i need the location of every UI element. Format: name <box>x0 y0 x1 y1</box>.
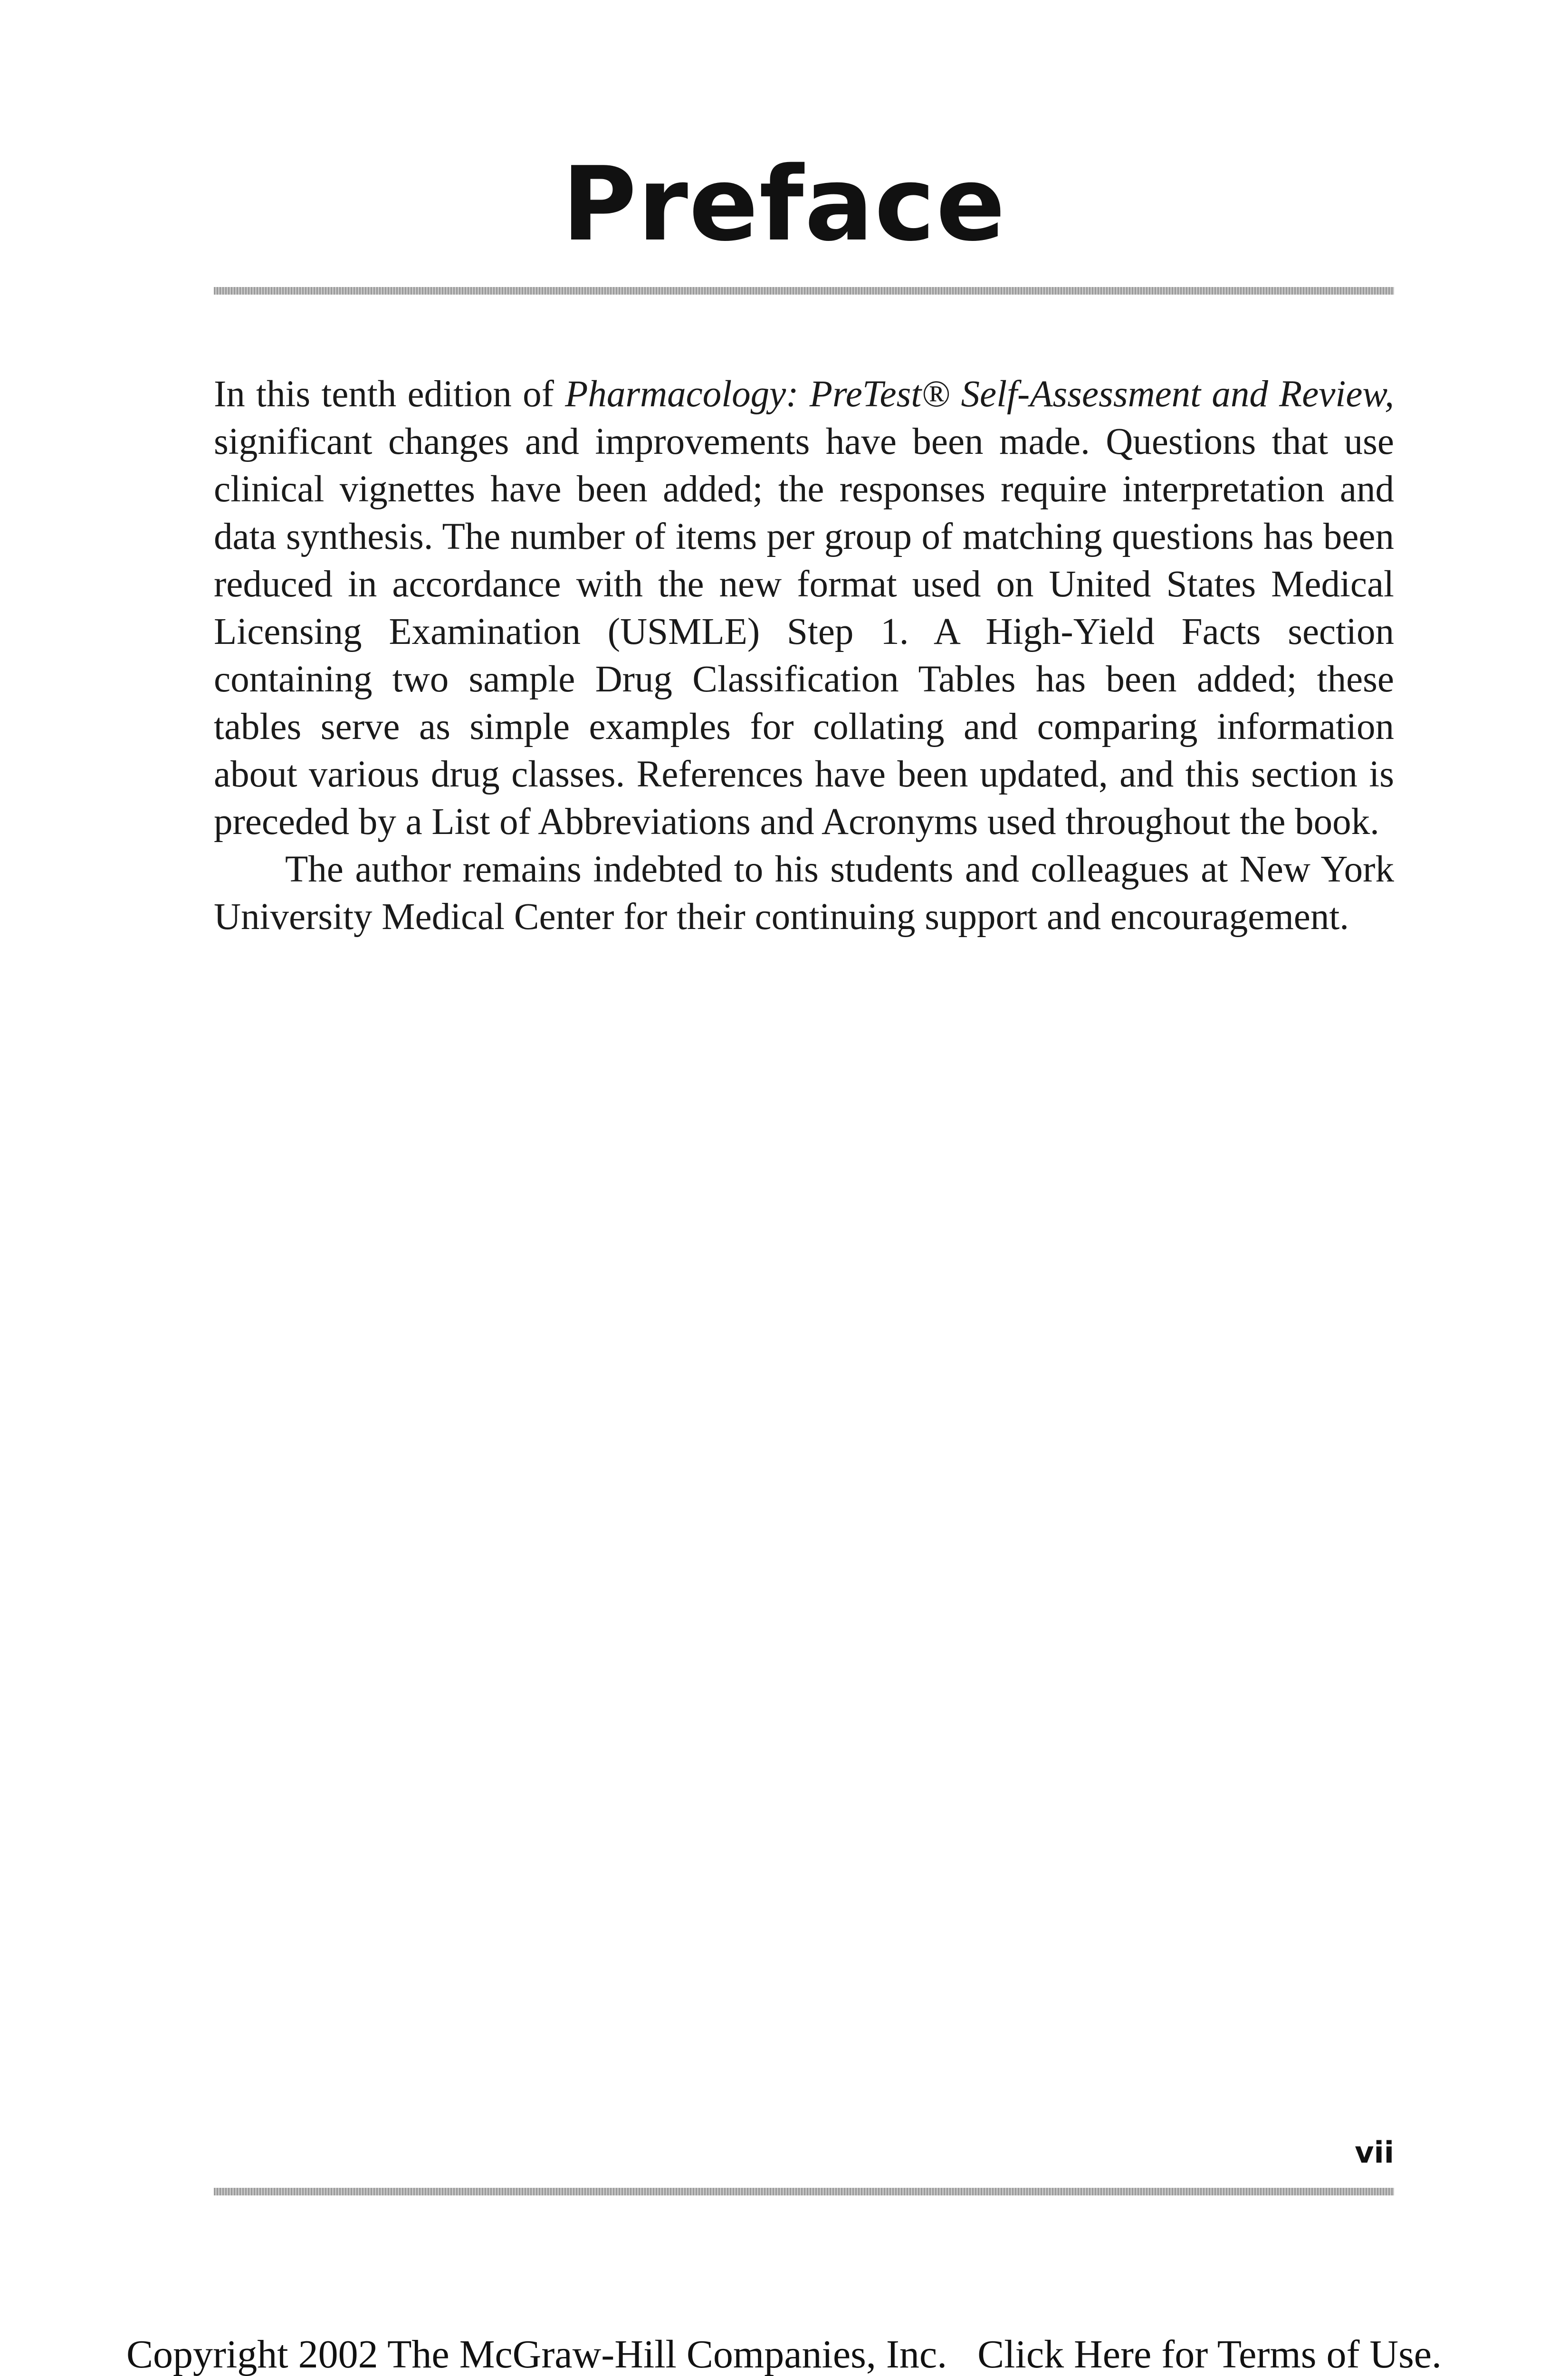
page-title: Preface <box>562 144 1006 264</box>
copyright-footer <box>0 2331 1568 2376</box>
book-title: Pharmacology: PreTest® Self-Assessment and Review, <box>565 374 1394 415</box>
paragraph-intro: In this tenth edition of <box>214 374 565 415</box>
terms-of-use-link[interactable]: Click Here for Terms of Use. <box>977 2332 1442 2376</box>
preface-paragraph-1 <box>214 371 1394 846</box>
preface-paragraph-2: The author remains indebted to his students and colleagues at New York University Medical Center for their continuing support and encouragement. <box>214 849 1394 938</box>
footer-divider <box>214 2188 1394 2195</box>
copyright-notice: Copyright 2002 The McGraw-Hill Companies, Inc. <box>126 2332 947 2376</box>
paragraph-body: significant changes and improvements have been made. Questions that use clinical vignettes have been added; the responses require interpretation and data synthesis. The number of items per group of matching questions has been reduced in accordance with the new format used on United States Medical Licensing Examination (USMLE) Step 1. A High-Yield Facts section containing two sample Drug Classification Tables has been added; these tables serve as simple examples for collating and comparing information about various drug classes. References have been updated, and this section is preceded by a List of Abbreviations and Acronyms used throughout the book. <box>214 421 1394 843</box>
preface-body <box>214 371 1394 941</box>
page-number: vii <box>1355 2135 1394 2170</box>
title-divider <box>214 287 1394 295</box>
